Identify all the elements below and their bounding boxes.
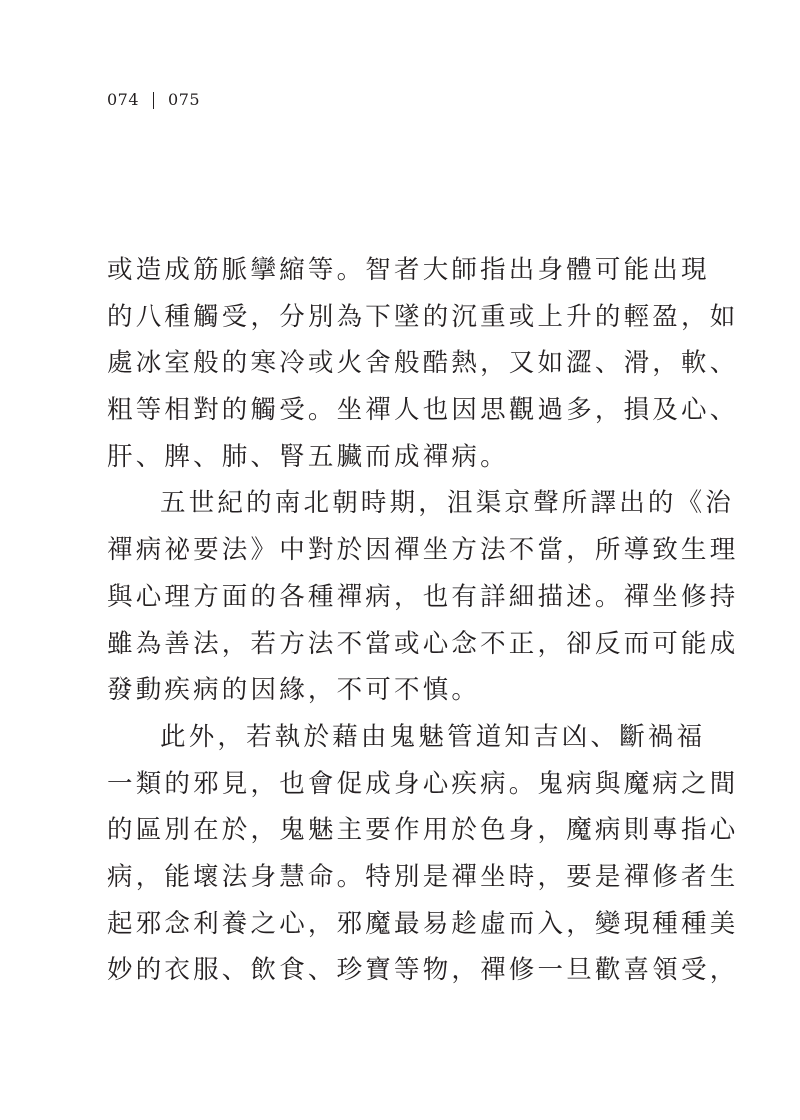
paragraph-first-line: 五世紀的南北朝時期，沮渠京聲所譯出的《治 [160, 488, 735, 519]
paragraph-first-line: 此外，若執於藉由鬼魅管道知吉凶、斷禍福 [160, 721, 706, 752]
text-line: 雖為善法，若方法不當或心念不正，卻反而可能成 [107, 628, 739, 659]
text-line: 的八種觸受，分別為下墜的沉重或上升的輕盈，如 [107, 301, 739, 332]
text-line: 或造成筋脈攣縮等。智者大師指出身體可能出現 [107, 255, 710, 285]
left-page-number: 074 [107, 90, 140, 109]
text-line: 一類的邪見，也會促成身心疾病。鬼病與魔病之間 [107, 768, 739, 799]
text-line: 病，能壞法身慧命。特別是禪坐時，要是禪修者生 [107, 861, 739, 892]
text-line: 發動疾病的因緣，不可不慎。 [107, 675, 481, 706]
text-line: 的區別在於，鬼魅主要作用於色身，魔病則專指心 [107, 815, 739, 846]
right-page-number: 075 [168, 90, 201, 109]
body-text [107, 247, 739, 994]
text-line: 肝、脾、肺、腎五臟而成禪病。 [107, 441, 509, 472]
text-line: 妙的衣服、飲食、珍寶等物，禪修一旦歡喜領受， [107, 955, 739, 986]
page-number-divider [153, 92, 154, 109]
text-line: 粗等相對的觸受。坐禪人也因思觀過多，損及心、 [107, 395, 739, 426]
text-line: 禪病祕要法》中對於因禪坐方法不當，所導致生理 [107, 535, 739, 566]
page-numbers [107, 90, 200, 110]
text-line: 與心理方面的各種禪病，也有詳細描述。禪坐修持 [107, 581, 739, 612]
text-line: 起邪念利養之心，邪魔最易趁虛而入，變現種種美 [107, 908, 739, 939]
text-line: 處冰室般的寒冷或火舍般酷熱，又如澀、滑，軟、 [107, 348, 739, 379]
